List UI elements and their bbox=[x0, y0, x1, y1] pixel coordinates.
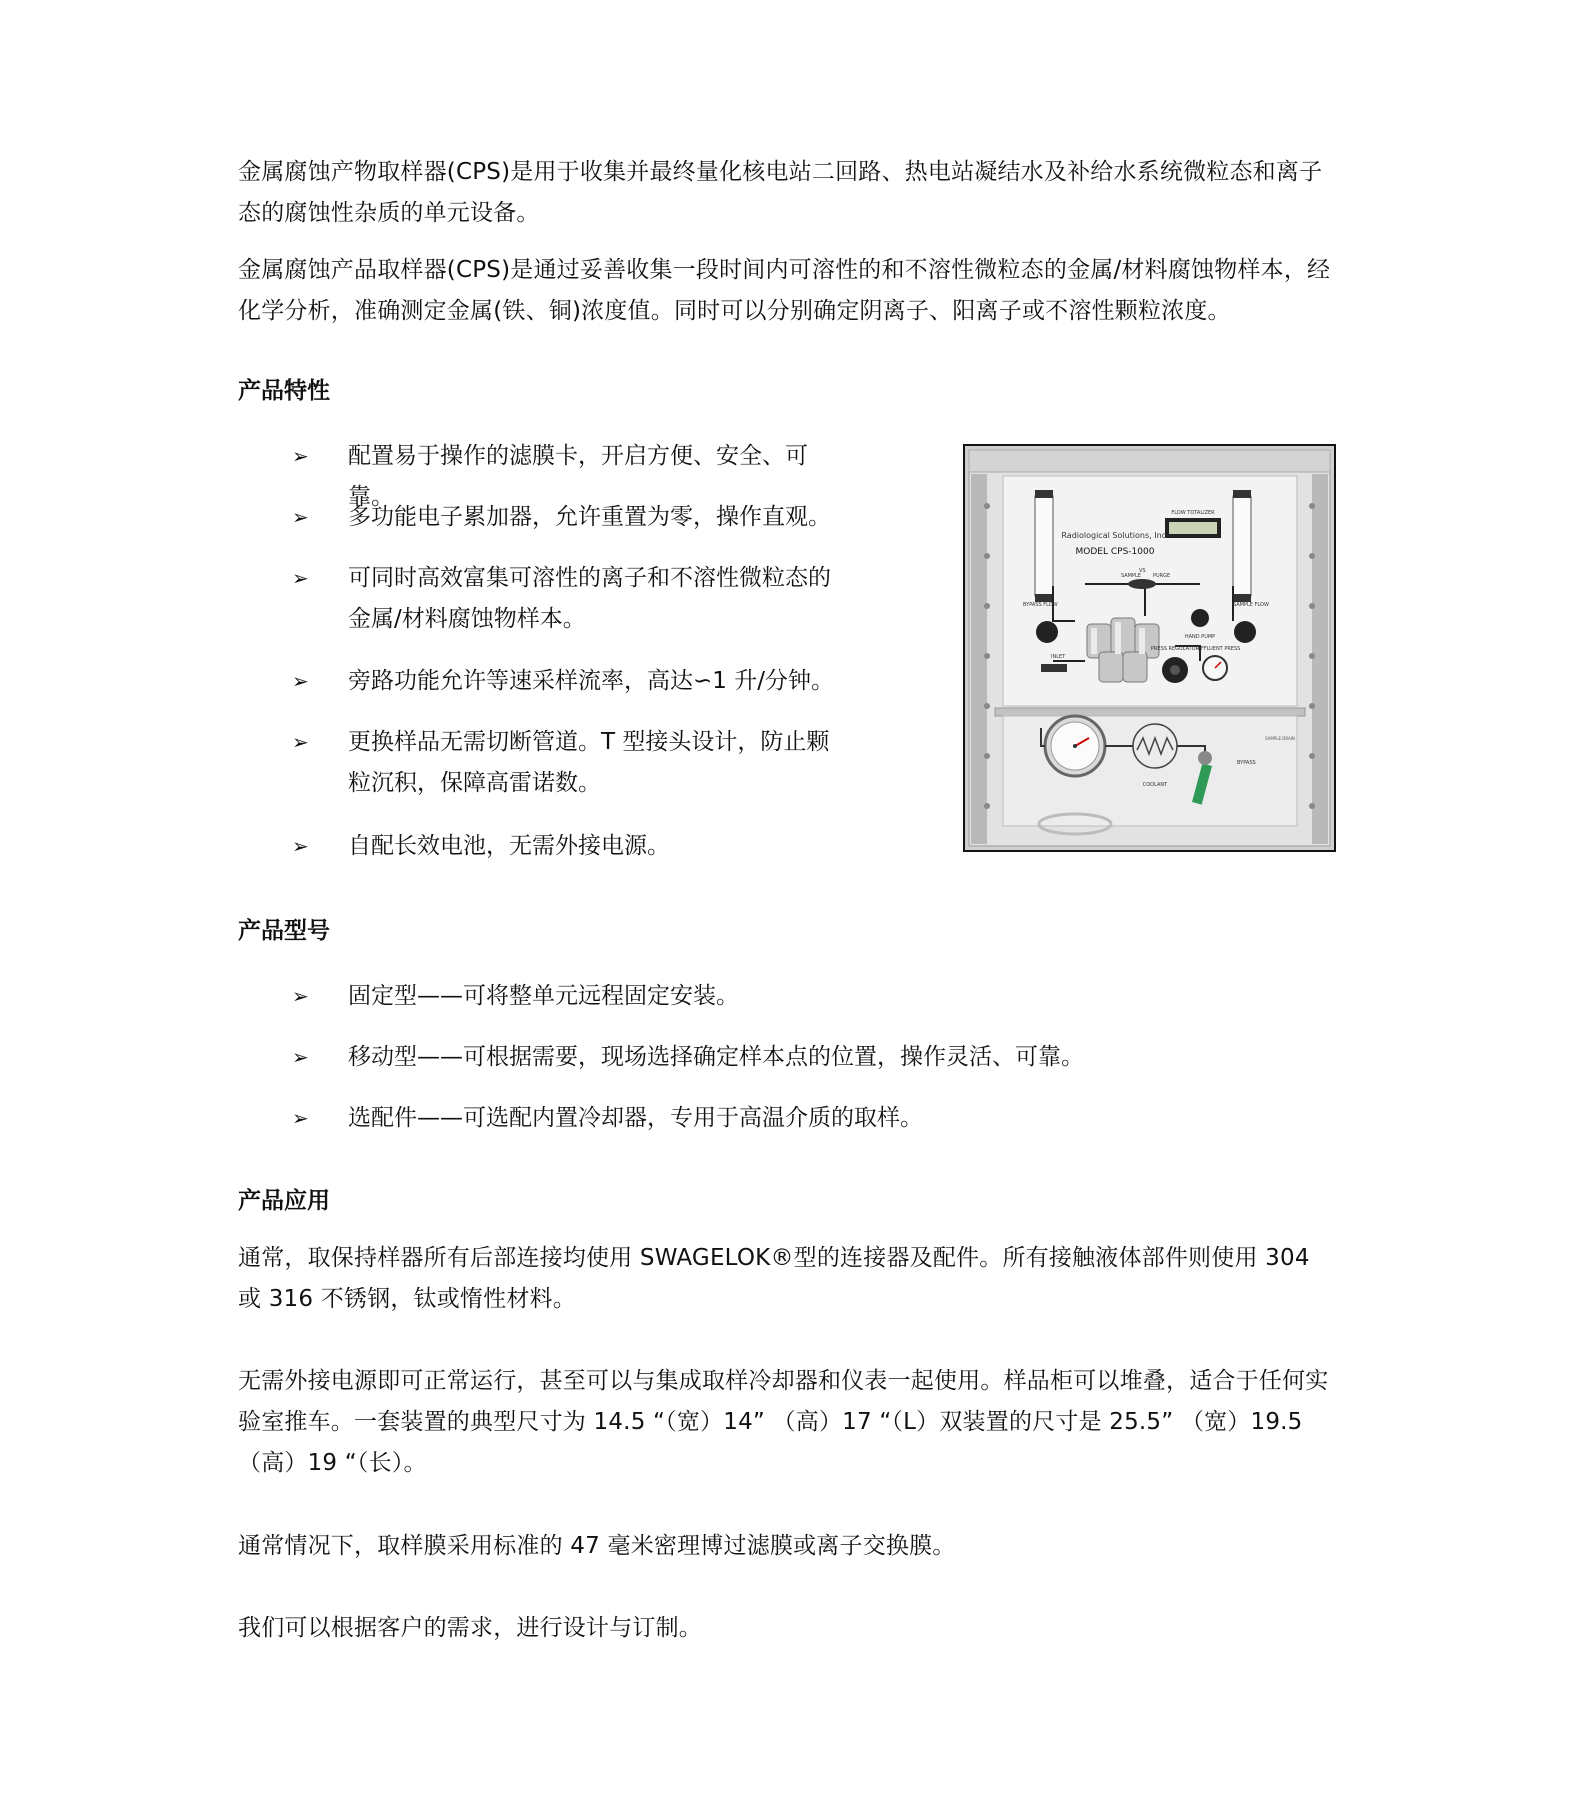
model-text: 固定型——可将整单元远程固定安装。 bbox=[348, 983, 739, 1009]
feature-text: 可同时高效富集可溶性的离子和不溶性微粒态的金属/材料腐蚀物样本。 bbox=[348, 565, 831, 632]
features-heading: 产品特性 bbox=[238, 378, 330, 404]
feature-item bbox=[292, 558, 852, 640]
sampler-panel-photo-icon bbox=[965, 446, 1334, 850]
arrow-bullet-icon: ➢ bbox=[292, 669, 309, 693]
feature-item bbox=[292, 661, 852, 702]
panel-label: SAMPLE FLOW bbox=[1233, 602, 1269, 608]
feature-item bbox=[292, 497, 852, 538]
arrow-bullet-icon: ➢ bbox=[292, 505, 309, 529]
panel-label: PRESS REGULATOR bbox=[1150, 646, 1200, 652]
arrow-bullet-icon: ➢ bbox=[292, 1045, 309, 1069]
panel-label: COOLANT bbox=[1142, 782, 1168, 788]
model-text: 选配件——可选配内置冷却器，专用于高温介质的取样。 bbox=[348, 1105, 923, 1131]
panel-label: BYPASS bbox=[1237, 760, 1256, 766]
model-item bbox=[292, 1098, 1292, 1139]
arrow-bullet-icon: ➢ bbox=[292, 444, 309, 468]
applications-heading: 产品应用 bbox=[238, 1188, 330, 1214]
panel-maker-label: Radiological Solutions, Inc. bbox=[1061, 531, 1169, 540]
application-paragraph: 我们可以根据客户的需求，进行设计与订制。 bbox=[238, 1615, 702, 1641]
feature-text: 更换样品无需切断管道。T 型接头设计，防止颗粒沉积，保障高雷诺数。 bbox=[348, 729, 830, 796]
panel-label: HAND PUMP bbox=[1184, 634, 1216, 640]
panel-label: BYPASS FLOW bbox=[1023, 602, 1058, 608]
arrow-bullet-icon: ➢ bbox=[292, 1106, 309, 1130]
feature-text: 自配长效电池，无需外接电源。 bbox=[348, 833, 670, 859]
panel-display-label: FLOW TOTALIZER bbox=[1171, 510, 1215, 516]
application-paragraph: 通常情况下，取样膜采用标准的 47 毫米密理博过滤膜或离子交换膜。 bbox=[238, 1533, 956, 1559]
feature-item bbox=[292, 722, 852, 804]
arrow-bullet-icon: ➢ bbox=[292, 566, 309, 590]
panel-label: VS bbox=[1139, 568, 1146, 574]
arrow-bullet-icon: ➢ bbox=[292, 730, 309, 754]
model-item bbox=[292, 976, 1292, 1017]
intro-paragraph-2: 金属腐蚀产品取样器(CPS)是通过妥善收集一段时间内可溶性的和不溶性微粒态的金属/材料腐蚀物样本，经化学分析，准确测定金属(铁、铜)浓度值。同时可以分别确定阴离子、阳离子或不溶性颗粒浓度。 bbox=[238, 257, 1331, 324]
panel-label: EFFLUENT PRESS bbox=[1197, 646, 1241, 652]
application-paragraph: 通常，取保持样器所有后部连接均使用 SWAGELOK®型的连接器及配件。所有接触液体部件则使用 304 或 316 不锈钢，钛或惰性材料。 bbox=[238, 1245, 1310, 1312]
application-paragraph: 无需外接电源即可正常运行，甚至可以与集成取样冷却器和仪表一起使用。样品柜可以堆叠，适合于任何实验室推车。一套装置的典型尺寸为 14.5 “（宽）14” （高）17 “（L）双装置的尺寸是 25.5” （宽）19.5（高）19 “（长）。 bbox=[238, 1368, 1329, 1476]
model-text: 移动型——可根据需要，现场选择确定样本点的位置，操作灵活、可靠。 bbox=[348, 1044, 1084, 1070]
panel-label: INLET bbox=[1051, 654, 1066, 660]
arrow-bullet-icon: ➢ bbox=[292, 984, 309, 1008]
arrow-bullet-icon: ➢ bbox=[292, 834, 309, 858]
panel-label: SAMPLE DRAIN bbox=[1265, 736, 1295, 741]
feature-text: 多功能电子累加器，允许重置为零，操作直观。 bbox=[348, 504, 831, 530]
feature-text: 配置易于操作的滤膜卡，开启方便、安全、可靠。 bbox=[348, 443, 808, 510]
models-heading: 产品型号 bbox=[238, 918, 330, 944]
model-item bbox=[292, 1037, 1292, 1078]
panel-label: PURGE bbox=[1153, 573, 1171, 579]
product-photo bbox=[963, 444, 1336, 852]
panel-model-label: MODEL CPS-1000 bbox=[1075, 547, 1155, 557]
feature-item bbox=[292, 826, 852, 867]
feature-text: 旁路功能允许等速采样流率，高达∽1 升/分钟。 bbox=[348, 668, 834, 694]
panel-label: SAMPLE bbox=[1121, 573, 1141, 579]
intro-paragraph-1: 金属腐蚀产物取样器(CPS)是用于收集并最终量化核电站二回路、热电站凝结水及补给水系统微粒态和离子态的腐蚀性杂质的单元设备。 bbox=[238, 159, 1323, 226]
